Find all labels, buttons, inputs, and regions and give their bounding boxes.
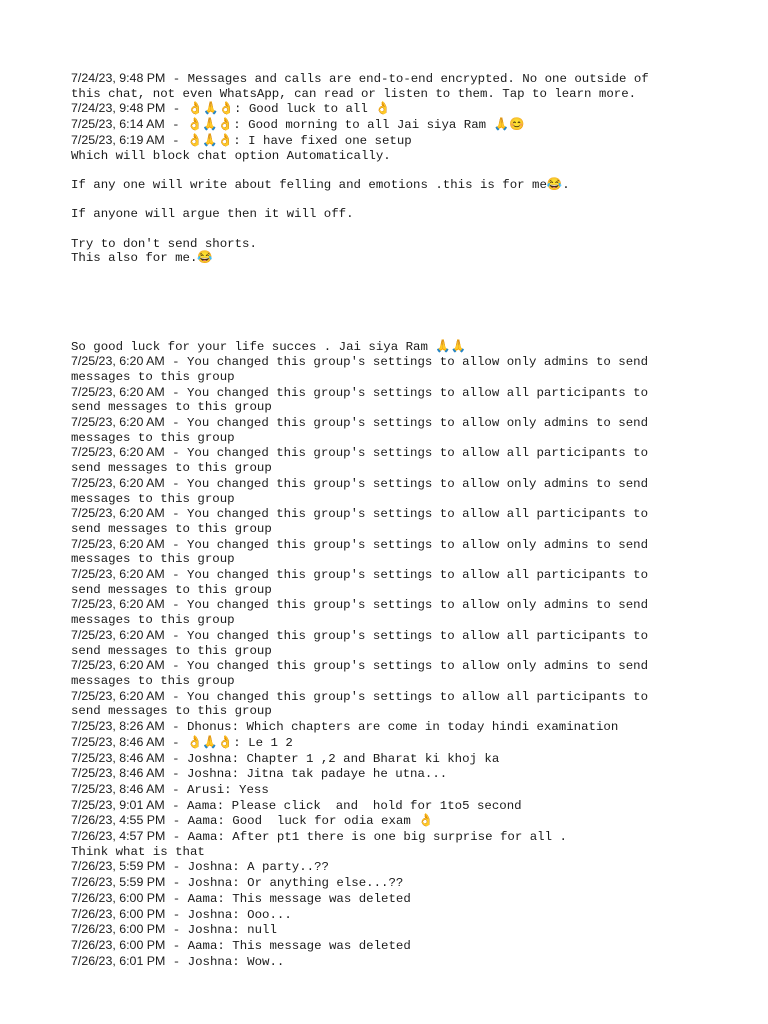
chat-line — [71, 954, 711, 970]
message-timestamp: 7/24/23, 9:48 PM — [71, 101, 166, 116]
message-text: Think what is that — [71, 844, 205, 859]
message-timestamp: 7/25/23, 6:20 AM — [71, 658, 165, 673]
chat-line — [71, 766, 711, 782]
chat-line — [71, 735, 711, 751]
message-text: - Aama: This message was deleted — [165, 891, 411, 906]
chat-line — [71, 613, 711, 628]
message-text: - You changed this group's settings to allow all participants to — [164, 689, 649, 704]
message-timestamp: 7/25/23, 6:19 AM — [71, 132, 165, 147]
message-timestamp: 7/26/23, 6:00 PM — [71, 906, 166, 921]
chat-line — [71, 751, 711, 767]
chat-line — [71, 101, 711, 117]
chat-line — [71, 281, 711, 296]
message-text: - You changed this group's settings to allow only admins to send — [164, 598, 649, 613]
chat-line — [71, 295, 711, 310]
message-text: - Aama: Please click and hold for 1to5 second — [164, 798, 522, 813]
message-text: Which will block chat option Automatically. — [71, 148, 391, 163]
chat-line — [71, 461, 711, 476]
message-text: - Joshna: null — [165, 923, 277, 938]
chat-line — [71, 71, 711, 87]
message-text: - 👌🙏👌: Le 1 2 — [164, 735, 293, 750]
message-text: send messages to this group — [71, 521, 272, 536]
chat-line — [71, 922, 711, 938]
message-text: - Joshna: A party..?? — [165, 860, 329, 875]
message-text: If any one will write about felling and emotions .this is for me😂. — [71, 177, 570, 192]
chat-line — [71, 719, 711, 735]
message-timestamp: 7/25/23, 6:20 AM — [71, 536, 165, 551]
message-timestamp: 7/25/23, 6:20 AM — [71, 445, 165, 460]
chat-line — [71, 875, 711, 891]
chat-line — [71, 310, 711, 325]
message-text: This also for me.😂 — [71, 251, 213, 266]
message-timestamp: 7/26/23, 4:57 PM — [71, 829, 166, 844]
chat-line — [71, 845, 711, 860]
message-text: - 👌🙏👌: Good morning to all Jai siya Ram 🙏😊 — [164, 118, 525, 133]
message-timestamp: 7/25/23, 8:46 AM — [71, 781, 165, 796]
chat-line — [71, 222, 711, 237]
chat-line — [71, 354, 711, 370]
message-text: messages to this group — [71, 369, 235, 384]
message-timestamp: 7/25/23, 8:46 AM — [71, 734, 165, 749]
message-text: messages to this group — [71, 613, 235, 628]
message-timestamp: 7/26/23, 6:00 PM — [71, 890, 166, 905]
message-timestamp: 7/25/23, 6:20 AM — [71, 597, 165, 612]
message-text: Try to don't send shorts. — [71, 236, 257, 251]
message-text: messages to this group — [71, 491, 235, 506]
message-text: this chat, not even WhatsApp, can read or listen to them. Tap to learn more. — [71, 86, 637, 101]
chat-line — [71, 87, 711, 102]
chat-line — [71, 813, 711, 829]
chat-line — [71, 178, 711, 193]
chat-line — [71, 266, 711, 281]
message-text: - You changed this group's settings to allow only admins to send — [164, 659, 649, 674]
chat-line — [71, 938, 711, 954]
chat-line — [71, 597, 711, 613]
message-timestamp: 7/24/23, 9:48 PM — [71, 71, 166, 85]
message-timestamp: 7/25/23, 8:46 AM — [71, 766, 165, 781]
message-text: If anyone will argue then it will off. — [71, 207, 354, 222]
message-text: messages to this group — [71, 674, 235, 688]
message-text: - Aama: This message was deleted — [165, 938, 411, 953]
message-timestamp: 7/26/23, 5:59 PM — [71, 859, 166, 874]
message-timestamp: 7/26/23, 6:00 PM — [71, 937, 166, 952]
message-timestamp: 7/25/23, 6:20 AM — [71, 567, 165, 582]
message-text: - Joshna: Chapter 1 ,2 and Bharat ki khoj ka — [164, 751, 500, 766]
chat-line — [71, 583, 711, 598]
message-timestamp: 7/25/23, 6:20 AM — [71, 384, 165, 399]
message-text: send messages to this group — [71, 582, 272, 597]
message-text: send messages to this group — [71, 461, 272, 476]
message-text: messages to this group — [71, 430, 235, 445]
chat-line — [71, 704, 711, 719]
chat-line — [71, 567, 711, 583]
chat-line — [71, 537, 711, 553]
message-text: - You changed this group's settings to allow all participants to — [164, 507, 649, 522]
message-timestamp: 7/25/23, 6:20 AM — [71, 475, 165, 490]
message-timestamp: 7/25/23, 6:20 AM — [71, 688, 165, 703]
chat-line — [71, 859, 711, 875]
message-timestamp: 7/25/23, 6:20 AM — [71, 506, 165, 521]
chat-line — [71, 445, 711, 461]
message-text: - You changed this group's settings to allow all participants to — [164, 628, 649, 643]
message-text: - You changed this group's settings to allow only admins to send — [164, 476, 649, 491]
chat-line — [71, 400, 711, 415]
message-text: send messages to this group — [71, 643, 272, 658]
message-timestamp: 7/25/23, 8:26 AM — [71, 719, 165, 734]
chat-line — [71, 492, 711, 507]
chat-line — [71, 522, 711, 537]
message-text: - You changed this group's settings to allow all participants to — [164, 568, 649, 583]
chat-line — [71, 476, 711, 492]
chat-line — [71, 782, 711, 798]
message-timestamp: 7/25/23, 9:01 AM — [71, 797, 165, 812]
message-text: - Messages and calls are end-to-end encrypted. No one outside of — [165, 72, 649, 86]
message-text: - Aama: After pt1 there is one big surprise for all . — [165, 830, 567, 845]
message-text: - Arusi: Yess — [164, 782, 269, 797]
message-timestamp: 7/25/23, 8:46 AM — [71, 750, 165, 765]
message-text: - Joshna: Jitna tak padaye he utna... — [164, 767, 448, 782]
message-text: - You changed this group's settings to allow only admins to send — [164, 355, 649, 370]
message-text: - Dhonus: Which chapters are come in today hindi examination — [164, 720, 619, 735]
chat-line — [71, 798, 711, 814]
chat-line — [71, 415, 711, 431]
chat-line — [71, 370, 711, 385]
chat-line — [71, 340, 711, 355]
message-text: - Joshna: Wow.. — [165, 954, 285, 969]
chat-line — [71, 117, 711, 133]
chat-line — [71, 907, 711, 923]
chat-line — [71, 829, 711, 845]
message-text: - Joshna: Ooo... — [165, 907, 292, 922]
chat-line — [71, 891, 711, 907]
message-text: messages to this group — [71, 552, 235, 567]
message-text: - Joshna: Or anything else...?? — [165, 876, 404, 891]
message-timestamp: 7/25/23, 6:20 AM — [71, 627, 165, 642]
message-text: send messages to this group — [71, 704, 272, 719]
chat-line — [71, 689, 711, 705]
message-text: - Aama: Good luck for odia exam 👌 — [165, 814, 434, 829]
chat-line — [71, 552, 711, 567]
message-text: - You changed this group's settings to allow only admins to send — [164, 416, 649, 431]
message-text: - You changed this group's settings to allow only admins to send — [164, 537, 649, 552]
chat-export-document — [71, 71, 711, 969]
chat-line — [71, 325, 711, 340]
message-timestamp: 7/25/23, 6:20 AM — [71, 415, 165, 430]
message-timestamp: 7/25/23, 6:14 AM — [71, 117, 165, 132]
chat-line — [71, 674, 711, 689]
chat-line — [71, 385, 711, 401]
message-timestamp: 7/26/23, 6:00 PM — [71, 922, 166, 937]
chat-line — [71, 628, 711, 644]
chat-line — [71, 149, 711, 164]
chat-line — [71, 251, 711, 266]
message-text: - You changed this group's settings to allow all participants to — [164, 446, 649, 461]
chat-line — [71, 237, 711, 252]
message-text: - 👌🙏👌: I have fixed one setup — [164, 133, 412, 148]
message-text: - You changed this group's settings to allow all participants to — [164, 385, 649, 400]
message-timestamp: 7/25/23, 6:20 AM — [71, 354, 165, 369]
chat-line — [71, 207, 711, 222]
chat-line — [71, 163, 711, 178]
message-timestamp: 7/26/23, 5:59 PM — [71, 875, 166, 890]
message-text: - 👌🙏👌: Good luck to all 👌 — [165, 102, 391, 117]
chat-line — [71, 133, 711, 149]
chat-line — [71, 193, 711, 208]
message-text: send messages to this group — [71, 400, 272, 415]
message-text: So good luck for your life succes . Jai siya Ram 🙏🙏 — [71, 339, 467, 354]
chat-line — [71, 506, 711, 522]
chat-line — [71, 431, 711, 446]
message-timestamp: 7/26/23, 6:01 PM — [71, 953, 166, 968]
chat-line — [71, 658, 711, 674]
chat-line — [71, 644, 711, 659]
message-timestamp: 7/26/23, 4:55 PM — [71, 813, 166, 828]
